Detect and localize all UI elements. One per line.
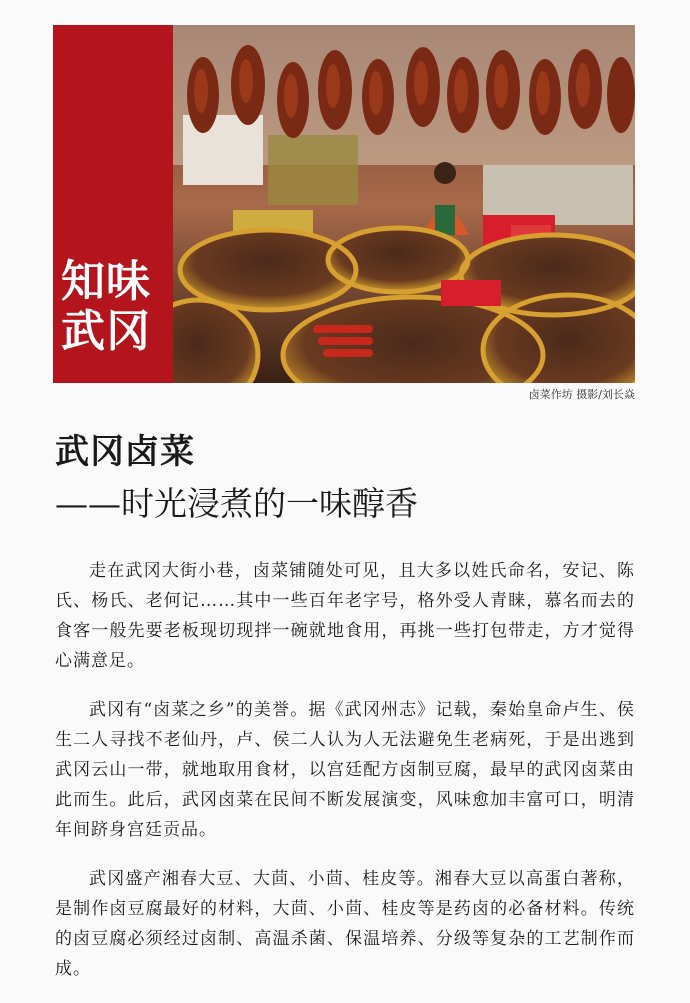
photo-caption: 卤菜作坊 摄影/刘长焱 [528, 388, 635, 401]
article-paragraph: 武冈盛产湘春大豆、大茴、小茴、桂皮等。湘春大豆以高蛋白著称，是制作卤豆腐最好的材料，大茴、小茴、桂皮等是药卤的必备材料。传统的卤豆腐必须经过卤制、高温杀菌、保温培养、分级等复杂的工艺制作而成。 [55, 869, 635, 979]
hero-photo [173, 25, 635, 383]
section-banner-title [61, 257, 151, 357]
section-banner [53, 25, 173, 383]
article-subtitle: ——时光浸煮的一味醇香 [55, 484, 418, 523]
article-paragraph: 走在武冈大街小巷，卤菜铺随处可见，且大多以姓氏命名，安记、陈氏、杨氏、老何记……其中一些百年老字号，格外受人青睐，慕名而去的食客一般先要老板现切现拌一碗就地食用，再挑一些打包带走，方才觉得心满意足。 [55, 561, 635, 671]
article-paragraph: 武冈有“卤菜之乡”的美誉。据《武冈州志》记载，秦始皇命卢生、侯生二人寻找不老仙丹，卢、侯二人认为人无法避免生老病死，于是出逃到武冈云山一带，就地取用食材，以宫廷配方卤制豆腐，最早的武冈卤菜由此而生。此后，武冈卤菜在民间不断发展演变，风味愈加丰富可口，明清年间跻身宫廷贡品。 [55, 700, 635, 840]
banner-title-line2: 武冈 [61, 306, 151, 357]
article-body [55, 556, 635, 1003]
article-title: 武冈卤菜 [55, 432, 195, 472]
hero-section [53, 25, 635, 383]
banner-title-line1: 知味 [61, 256, 151, 307]
